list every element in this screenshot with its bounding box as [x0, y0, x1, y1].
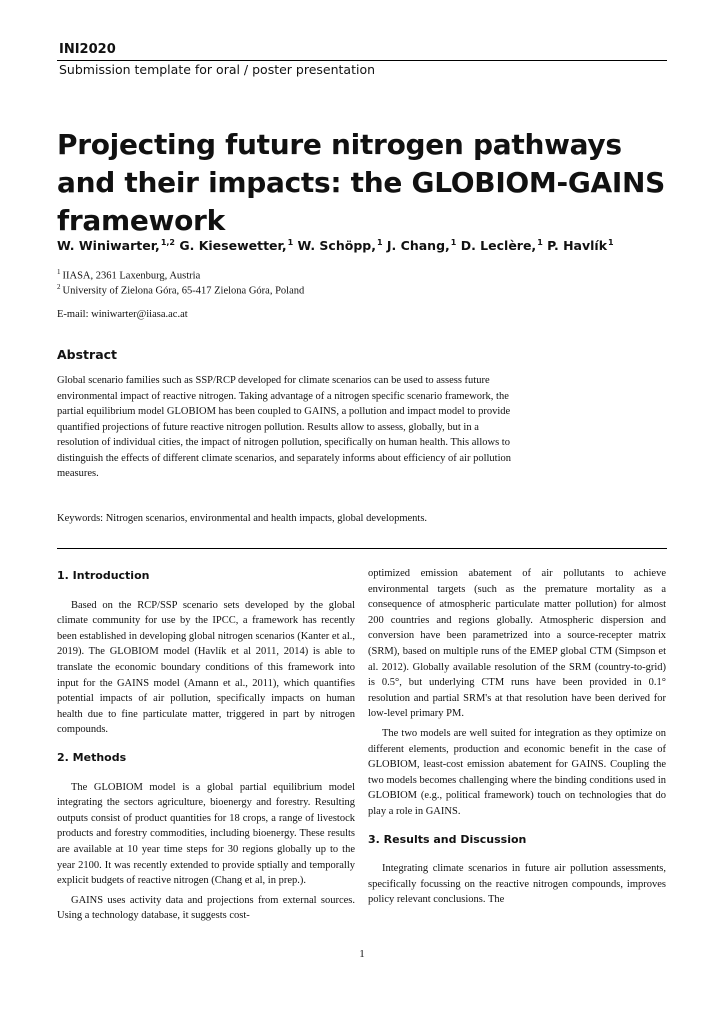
header-divider — [57, 60, 667, 61]
affiliation-number: 2 — [57, 283, 61, 291]
author-affiliation-marker: 1 — [537, 238, 543, 247]
conference-id: INI2020 — [59, 42, 116, 57]
keywords: Keywords: Nitrogen scenarios, environmental and health impacts, global developments. — [57, 513, 428, 524]
paragraph: Integrating climate scenarios in future air pollution assessments, specifically focussing on the reactive nitrogen compounds, improves policy relevant conclusions. The — [368, 863, 666, 906]
affiliation — [57, 283, 304, 297]
affiliation-number: 1 — [57, 268, 61, 276]
abstract-text: Global scenario families such as SSP/RCP developed for climate scenarios can be used to assess future environmental impact of reactive nitrogen. Taking advantage of a nitrogen specific scenario framework, the partial equilibrium model GLOBIOM has been coupled to GAINS, a pollution and impact model to provide quantified projections of future reactive nitrogen pollution. Results allow to assess, globally, but in a resolution of individual cities, the impact of nitrogen pollution, specifically on human health. This allows to distinguish the effects of different climate scenarios, and separately informs about efficiency of air pollution measures. — [57, 375, 511, 479]
author-name: W. Winiwarter, — [57, 238, 160, 254]
author-name: G. Kiesewetter, — [179, 238, 287, 254]
paragraph: Based on the RCP/SSP scenario sets developed by the global climate community for use by the IPCC, a framework has recently been established in developing global nitrogen scenarios (Kanter et al., 2019). The GLOBIOM model (Havlík et al 2011, 2014) is able to translate the economic boundary conditions of this framework into input for the GAINS model (Amann et al., 2011), which quantifies potential impacts of air pollution, specifically impacts on human health due to fine particulate matter, triggered in part by nitrogen compounds. — [57, 599, 355, 736]
affiliation-text: IIASA, 2361 Laxenburg, Austria — [62, 270, 201, 282]
paragraph: The two models are well suited for integration as they optimize on different elements, production and economic benefit in the case of GLOBIOM, least-cost emission abatement for GAINS. Coupling the two models becomes challenging where the binding conditions used in GLOBIOM (e.g., political framework) touch on technologies that do play a role in GAINS. — [368, 727, 666, 817]
paper-title: Projecting future nitrogen pathways and their impacts: the GLOBIOM-GAINS framework — [57, 128, 665, 237]
author-affiliation-marker: 1 — [450, 238, 457, 247]
section-heading-methods: 2. Methods — [57, 750, 127, 764]
section-heading-results: 3. Results and Discussion — [368, 832, 527, 846]
affiliation-text: University of Zielona Góra, 65-417 Zielona Góra, Poland — [62, 285, 305, 297]
abstract-heading: Abstract — [57, 347, 118, 362]
author-affiliation-marker: 1 — [376, 238, 383, 247]
author-name: P. Havlík — [547, 238, 608, 254]
paragraph: GAINS uses activity data and projections from external sources. Using a technology database, it suggests cost- — [57, 894, 355, 922]
author-name: W. Schöpp, — [297, 238, 376, 254]
paragraph: The GLOBIOM model is a global partial equilibrium model integrating the sectors agriculture, bioenergy and forestry. Resulting outputs consist of product quantities for 18 crops, a range of livestock products and forestry commodities, including bioenergy. These results are available at 10 year time steps for 30 regions globally up to the year 2100. It was recently extended to provide sptially and temporally explicit budgets of reactive nitrogen (Chang et al, in prep.). — [57, 781, 355, 887]
author-name: D. Leclère, — [460, 238, 537, 254]
affiliation — [57, 268, 200, 282]
template-description: Submission template for oral / poster presentation — [59, 62, 376, 77]
author-affiliation-marker: 1 — [608, 238, 614, 247]
author-affiliation-marker: 1,2 — [160, 238, 175, 247]
paragraph: optimized emission abatement of air pollutants to achieve environmental targets (such as the premature mortality as a consequence of atmospheric particulate matter pollution) for almost 200 countries and regions globally. Atmospheric dispersion and conversion have been parametrized into a source-recepter matrix (SRM), based on multiple runs of the EMEP global CTM (Simpson et al. 2012). Globally available resolution of the SRM (country-to-grid) is 0.5°, but underlying CTM runs have been provided in 0.1° resolution and partial SRM's at that resolution have been derived for low-level primary PM. — [368, 568, 666, 720]
left-column — [57, 568, 355, 928]
contact-email: E-mail: winiwarter@iiasa.ac.at — [57, 309, 188, 320]
author-name: J. Chang, — [386, 238, 450, 254]
author-affiliation-marker: 1 — [287, 238, 294, 247]
section-heading-introduction: 1. Introduction — [57, 569, 150, 582]
page-number: 1 — [359, 948, 365, 960]
right-column — [368, 566, 666, 912]
author-list — [57, 238, 614, 253]
section-divider — [57, 548, 667, 549]
